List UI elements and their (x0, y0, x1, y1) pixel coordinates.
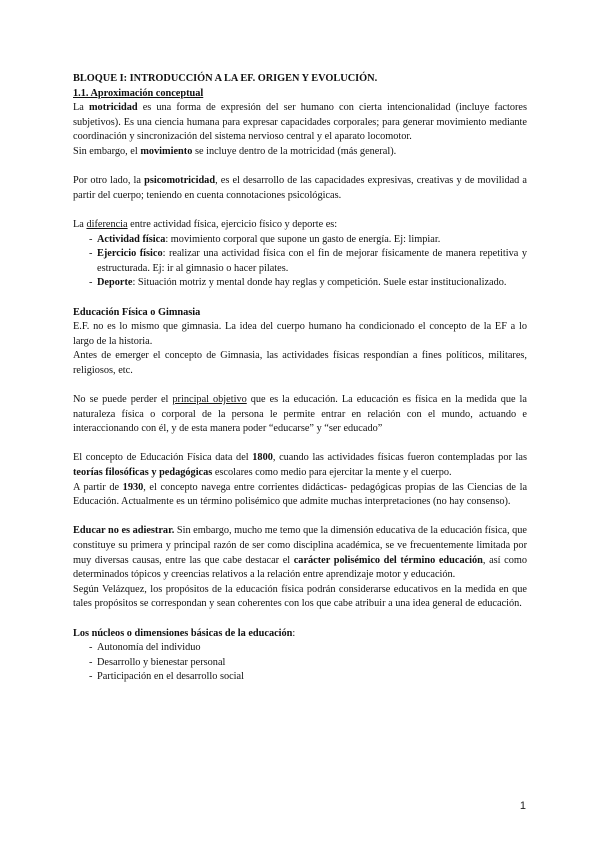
heading-nucleos: Los núcleos o dimensiones básicas de la educación: (73, 627, 296, 639)
list-item: - Actividad física: movimiento corporal que supone un gasto de energía. Ej: limpiar. (73, 233, 527, 248)
paragraph-ef-1: E.F. no es lo mismo que gimnasia. La idea del cuerpo humano ha condicionado el concepto de la EF a lo largo de la historia. (73, 321, 527, 347)
paragraph-educar: Educar no es adiestrar. Sin embargo, mucho me temo que la dimensión educativa de la educación física, que constituye su primera y principal razón de ser como disciplina académica, se ve frecuentemente limitada por muy diversas causas, entre las que cabe destacar el carácter polisémico del término educación, así como determinados tópicos y creencias relativos a la relación entre aprendizaje motor y educación. (73, 525, 527, 581)
document-body (73, 72, 527, 685)
paragraph-ef-2: Antes de emerger el concepto de Gimnasia, las actividades físicas respondían a fines políticos, militares, religiosos, etc. (73, 350, 527, 376)
paragraph-1930: A partir de 1930, el concepto navega entre corrientes didácticas- pedagógicas propias de las Ciencias de la Educación. Actualmente es un término polisémico que admite muchas interpretaciones (no hay consenso). (73, 481, 528, 508)
paragraph-1800: El concepto de Educación Física data del 1800, cuando las actividades físicas fueron contempladas por las teorías filosóficas y pedagógicas escolares como medio para ejercitar la mente y el cuerpo. (73, 452, 527, 479)
paragraph-diferencia: La diferencia entre actividad física, ejercicio físico y deporte es: (73, 218, 338, 230)
list-item: - Autonomía del individuo (73, 641, 527, 656)
list-item: - Deporte: Situación motriz y mental donde hay reglas y competición. Suele estar institucionalizado. (73, 276, 527, 291)
list-item: - Desarrollo y bienestar personal (73, 656, 527, 671)
section-heading: 1.1. Aproximación conceptual (73, 87, 204, 99)
differences-list (73, 233, 527, 291)
paragraph-psicomotricidad: Por otro lado, la psicomotricidad, es el desarrollo de las capacidades expresivas, creativas y de movilidad a partir del cuerpo; teniendo en cuenta connotaciones psicológicas. (73, 175, 528, 201)
paragraph-motricidad: La motricidad es una forma de expresión del ser humano con cierta intencionalidad (incluye factores subjetivos). Es una ciencia humana para expresar capacidades corporales; para generar movimiento mediante coordinación y sincronización del sistema nervioso central y el aparato locomotor. (73, 102, 528, 143)
list-item: - Participación en el desarrollo social (73, 670, 527, 685)
nucleos-list (73, 641, 527, 685)
paragraph-objetivo: No se puede perder el principal objetivo que es la educación. La educación es física en la medida que la naturaleza física o corporal de la persona le permite entrar en relación con el mundo, actuando e interaccionando con él, y de esta manera poder “educarse” y “ser educado” (73, 394, 527, 435)
list-item: - Ejercicio físico: realizar una actividad física con el fin de mejorar físicamente de manera repetitiva y estructurada. Ej: ir al gimnasio o hacer pilates. (73, 247, 527, 276)
heading-educacion-fisica: Educación Física o Gimnasia (73, 306, 201, 318)
document-title: BLOQUE I: INTRODUCCIÓN A LA EF. ORIGEN Y EVOLUCIÓN. (73, 73, 378, 84)
paragraph-movimiento: Sin embargo, el movimiento se incluye dentro de la motricidad (más general). (73, 145, 397, 157)
page-number: 1 (519, 800, 526, 812)
paragraph-velazquez: Según Velázquez, los propósitos de la educación física podrán considerarse educativos en la medida en que tales propósitos se correspondan y sean coherentes con los que cabe atribuir a una idea general de educación. (73, 583, 527, 610)
